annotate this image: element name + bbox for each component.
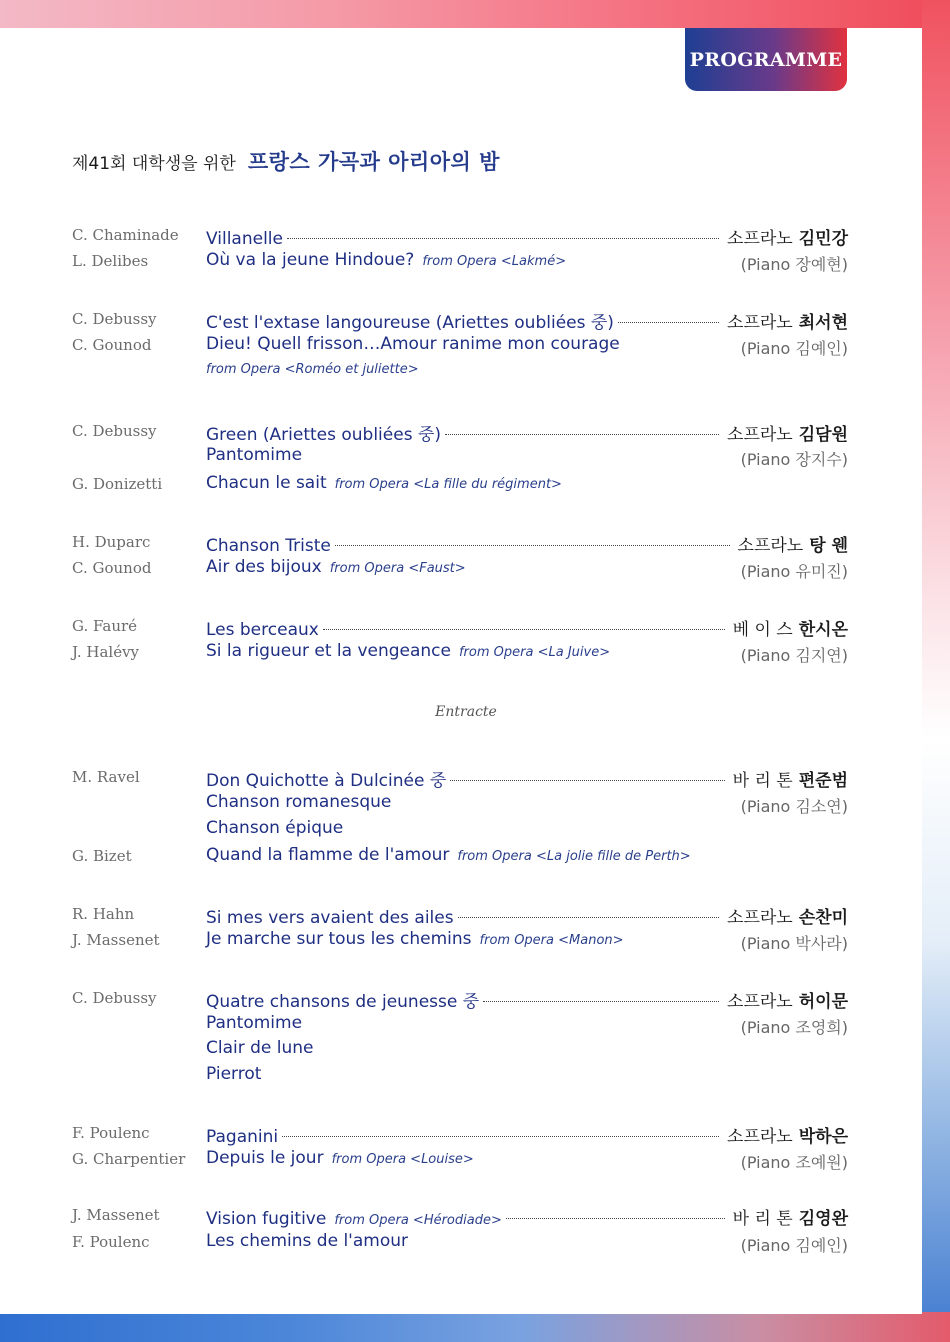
programme-row	[72, 929, 848, 955]
work-title: Si mes vers avaient des ailes	[206, 908, 454, 928]
work-title: Chanson Triste	[206, 536, 331, 556]
work-title: Paganini	[206, 1127, 279, 1147]
pianist: (Piano 조예원)	[740, 1153, 848, 1172]
opera-source: from Opera <La jolie fille de Perth>	[457, 849, 691, 864]
programme-row	[72, 473, 848, 499]
dotted-leader	[450, 780, 724, 781]
singer-name: 편준범	[798, 771, 848, 791]
programme-row	[72, 641, 848, 667]
singer-name: 탕 웬	[809, 536, 848, 556]
composer-name: C. Debussy	[72, 422, 157, 440]
singer-name: 김담원	[798, 425, 848, 445]
voice-type: 소프라노	[727, 229, 793, 249]
performer	[727, 1122, 848, 1147]
pianist: (Piano 김예인)	[740, 1236, 848, 1255]
work-title: Depuis le jour	[206, 1148, 324, 1168]
composer-name: F. Poulenc	[72, 1124, 150, 1142]
work-entry	[206, 1038, 848, 1058]
work-title: Je marche sur tous les chemins	[206, 929, 472, 949]
heading-prefix: 제41회 대학생을 위한	[72, 154, 236, 174]
programme-row	[72, 818, 848, 844]
composer-name: F. Poulenc	[72, 1233, 150, 1251]
work-entry	[206, 845, 848, 865]
programme-heading	[72, 146, 500, 176]
programme-row	[72, 903, 848, 929]
opera-source: from Opera <Lakmé>	[422, 254, 567, 269]
work-title: Chanson épique	[206, 818, 344, 838]
work-title: Don Quichotte à Dulcinée 중	[206, 771, 447, 791]
programme-row	[72, 420, 848, 446]
performer	[733, 615, 848, 640]
work-entry	[206, 987, 848, 1012]
dotted-leader	[282, 1136, 719, 1137]
work-title: Pierrot	[206, 1064, 262, 1084]
performer	[733, 766, 848, 791]
work-title: Dieu! Quell frisson…Amour ranime mon courage	[206, 334, 620, 354]
programme-row	[72, 308, 848, 334]
work-title: Green (Ariettes oubliées 중)	[206, 425, 442, 445]
work-title: Les berceaux	[206, 620, 319, 640]
programme-row	[72, 1064, 848, 1090]
work-entry	[206, 473, 848, 493]
programme-row	[72, 1013, 848, 1039]
voice-type: 소프라노	[727, 425, 793, 445]
opera-source: from Opera <Manon>	[479, 933, 624, 948]
programme-badge: PROGRAMME	[685, 28, 847, 91]
pianist: (Piano 조영희)	[740, 1018, 848, 1037]
composer-name: J. Halévy	[72, 643, 140, 661]
singer-name: 손찬미	[798, 908, 848, 928]
work-title: Air des bijoux	[206, 557, 322, 577]
work-title: Quatre chansons de jeunesse 중	[206, 992, 480, 1012]
voice-type: 소프라노	[727, 908, 793, 928]
singer-name: 허이문	[798, 992, 848, 1012]
decorative-top-border	[0, 0, 950, 30]
work-title: Clair de lune	[206, 1038, 314, 1058]
composer-name: G. Fauré	[72, 617, 138, 635]
voice-type: 소프라노	[727, 992, 793, 1012]
work-title: Chanson romanesque	[206, 792, 392, 812]
opera-source: from Opera <Hérodiade>	[334, 1213, 502, 1228]
programme-row	[72, 987, 848, 1013]
composer-name: H. Duparc	[72, 533, 151, 551]
composer-name: C. Debussy	[72, 310, 157, 328]
work-entry	[206, 615, 848, 640]
programme-row	[72, 557, 848, 583]
dotted-leader	[335, 545, 730, 546]
programme-row	[72, 1122, 848, 1148]
dotted-leader	[287, 238, 719, 239]
voice-type: 바 리 톤	[732, 771, 793, 791]
work-entry	[206, 818, 848, 838]
work-title: Pantomime	[206, 445, 303, 465]
pianist: (Piano 장예현)	[740, 255, 848, 274]
dotted-leader	[618, 322, 719, 323]
work-entry	[206, 903, 848, 928]
opera-source: from Opera <Louise>	[331, 1152, 474, 1167]
programme-row	[72, 334, 848, 360]
programme-row	[72, 250, 848, 276]
composer-name: G. Bizet	[72, 847, 132, 865]
programme-row	[72, 531, 848, 557]
voice-type: 바 리 톤	[732, 1209, 793, 1229]
opera-source: from Opera <La Juive>	[458, 645, 611, 660]
opera-source: from Opera <Faust>	[329, 561, 466, 576]
dotted-leader	[323, 629, 725, 630]
performer	[727, 420, 848, 445]
composer-name: C. Gounod	[72, 336, 152, 354]
work-title: Villanelle	[206, 229, 283, 249]
pianist: (Piano 김소연)	[740, 797, 848, 816]
pianist: (Piano 김예인)	[740, 339, 848, 358]
composer-name: G. Charpentier	[72, 1150, 186, 1168]
voice-type: 소프라노	[727, 1127, 793, 1147]
pianist: (Piano 장지수)	[740, 450, 848, 469]
work-entry	[206, 224, 848, 249]
decorative-right-border	[922, 0, 950, 1342]
programme-row	[72, 615, 848, 641]
composer-name: L. Delibes	[72, 252, 149, 270]
decorative-bottom-border	[0, 1312, 950, 1342]
programme-row	[72, 445, 848, 471]
performer	[733, 1204, 848, 1229]
performer	[727, 308, 848, 333]
dotted-leader	[445, 434, 719, 435]
work-title: Les chemins de l'amour	[206, 1231, 408, 1251]
work-title: Où va la jeune Hindoue?	[206, 250, 415, 270]
work-title: Si la rigueur et la vengeance	[206, 641, 451, 661]
composer-name: J. Massenet	[72, 1206, 160, 1224]
singer-name: 김영완	[798, 1209, 848, 1229]
dotted-leader	[458, 917, 719, 918]
singer-name: 최서현	[798, 313, 848, 333]
pianist: (Piano 박사라)	[740, 934, 848, 953]
opera-source: from Opera <La fille du régiment>	[334, 477, 562, 492]
voice-type: 베 이 스	[732, 620, 793, 640]
composer-name: R. Hahn	[72, 905, 135, 923]
work-title: Vision fugitive	[206, 1209, 327, 1229]
voice-type: 소프라노	[737, 536, 804, 556]
composer-name: J. Massenet	[72, 931, 160, 949]
performer	[727, 987, 848, 1012]
programme-row	[72, 845, 848, 871]
dotted-leader	[506, 1218, 725, 1219]
performer	[738, 531, 848, 556]
singer-name: 김민강	[798, 229, 848, 249]
programme-row	[72, 1038, 848, 1064]
composer-name: M. Ravel	[72, 768, 140, 786]
work-entry	[206, 531, 848, 556]
programme-row	[72, 224, 848, 250]
singer-name: 박하은	[798, 1127, 848, 1147]
work-entry	[206, 1122, 848, 1147]
work-entry	[206, 308, 848, 333]
work-entry	[206, 1204, 848, 1229]
singer-name: 한시온	[798, 620, 848, 640]
programme-row	[72, 766, 848, 792]
work-entry	[206, 1064, 848, 1084]
composer-name: C. Gounod	[72, 559, 152, 577]
programme-row	[72, 1148, 848, 1174]
performer	[727, 224, 848, 249]
composer-name: C. Debussy	[72, 989, 157, 1007]
heading-title: 프랑스 가곡과 아리아의 밤	[247, 150, 500, 174]
performer	[727, 903, 848, 928]
work-title: Quand la flamme de l'amour	[206, 845, 450, 865]
work-title: Chacun le sait	[206, 473, 327, 493]
work-entry	[206, 420, 848, 445]
programme-row	[72, 1204, 848, 1230]
dotted-leader	[483, 1001, 719, 1002]
composer-name: C. Chaminade	[72, 226, 179, 244]
pianist: (Piano 김지연)	[740, 646, 848, 665]
programme-row	[72, 1231, 848, 1257]
from-opera-note: from Opera <Roméo et juliette>	[206, 362, 419, 377]
work-title: C'est l'extase langoureuse (Ariettes oubliées 중)	[206, 313, 614, 333]
work-title: Pantomime	[206, 1013, 303, 1033]
programme-row	[72, 792, 848, 818]
composer-name: G. Donizetti	[72, 475, 163, 493]
pianist: (Piano 유미진)	[740, 562, 848, 581]
work-entry	[206, 766, 848, 791]
voice-type: 소프라노	[727, 313, 793, 333]
entracte-label: Entracte	[435, 704, 497, 720]
